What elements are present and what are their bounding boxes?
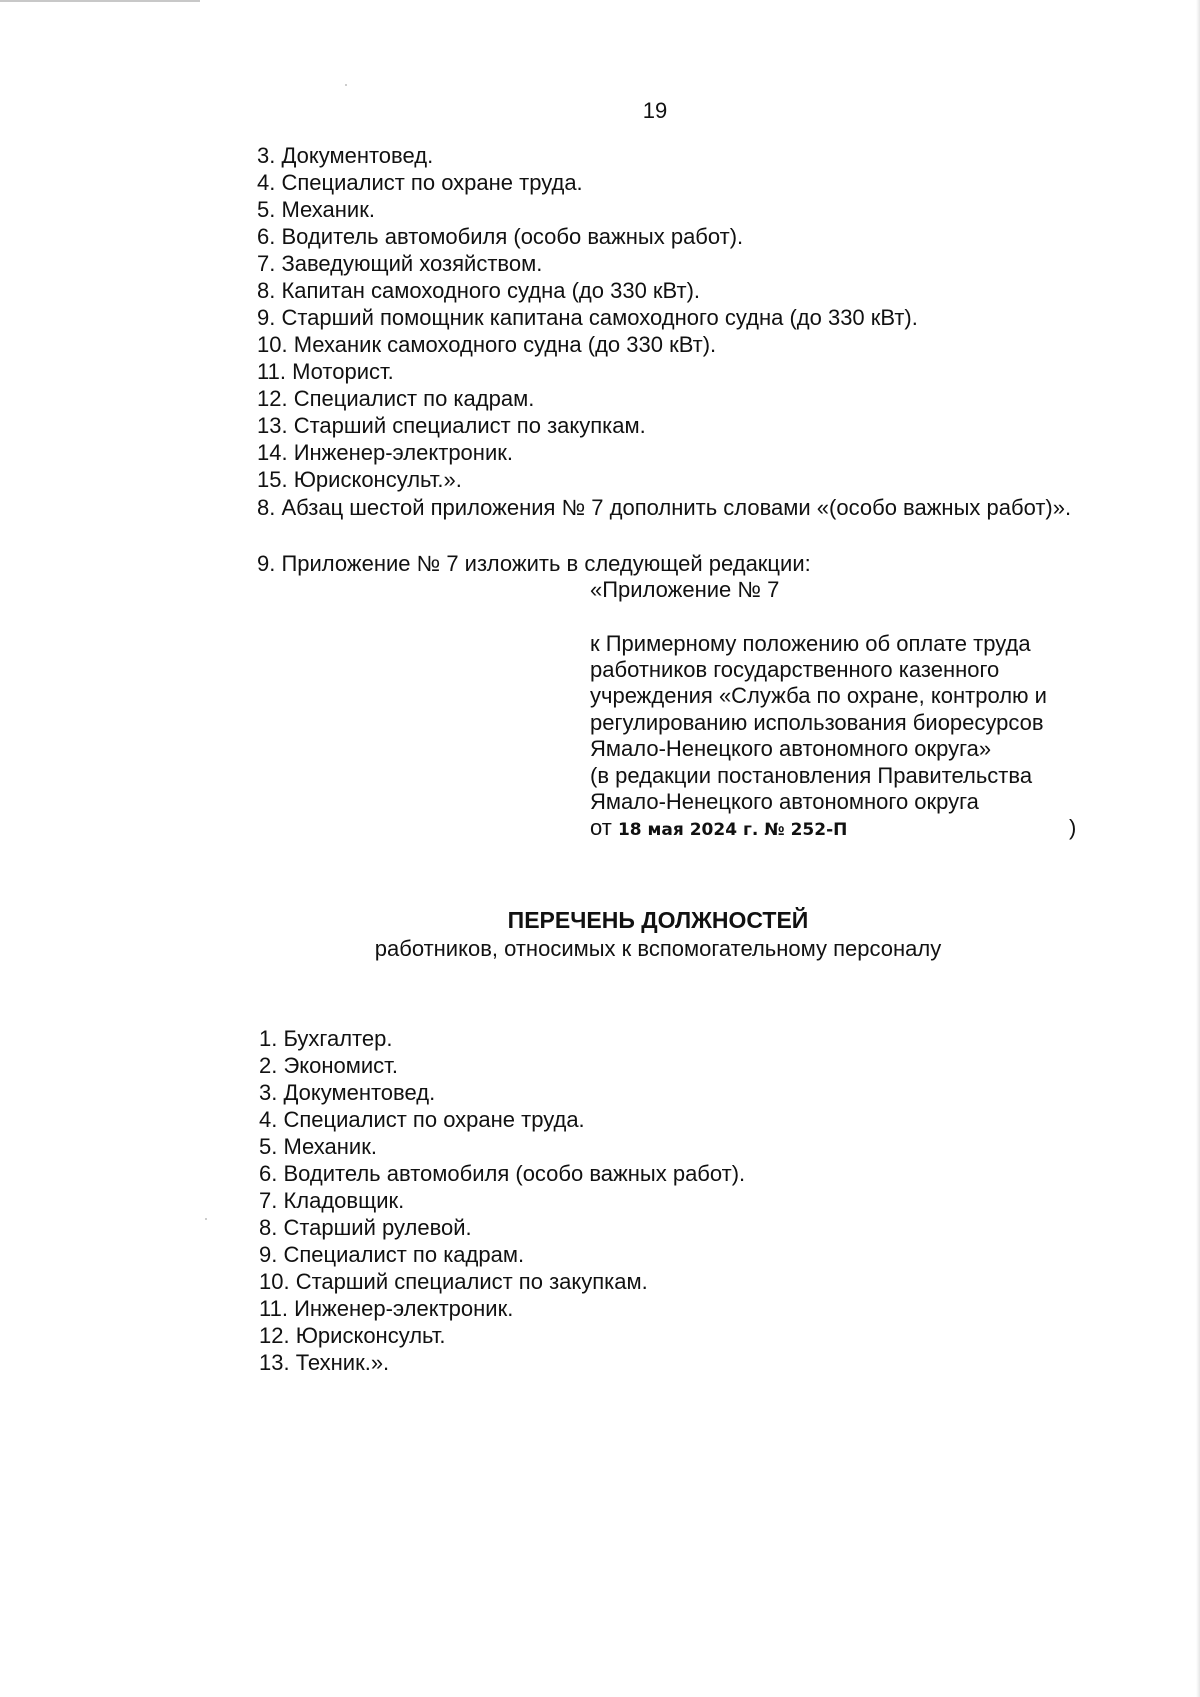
appendix-line: Ямало-Ненецкого автономного округа» — [590, 736, 992, 761]
scan-speck — [205, 1218, 207, 1220]
appendix-line: учреждения «Служба по охране, контролю и — [590, 683, 1047, 708]
scan-edge-top — [0, 0, 200, 2]
list-heading: ПЕРЕЧЕНЬ ДОЛЖНОСТЕЙ — [507, 907, 809, 933]
list-item: 10. Старший специалист по закупкам. — [259, 1269, 648, 1294]
list-item: 2. Экономист. — [259, 1053, 398, 1078]
paragraph-9: 9. Приложение № 7 изложить в следующей редакции: — [257, 551, 811, 576]
list-item: 11. Моторист. — [257, 359, 394, 384]
list-item: 4. Специалист по охране труда. — [257, 170, 583, 195]
list-item: 1. Бухгалтер. — [259, 1026, 393, 1051]
list-item: 15. Юрисконсульт.». — [257, 467, 462, 492]
scan-speck — [345, 84, 347, 86]
appendix-line: регулированию использования биоресурсов — [590, 710, 1044, 735]
list-item: 5. Механик. — [259, 1134, 377, 1159]
appendix-line: работников государственного казенного — [590, 657, 1000, 682]
date-prefix: от — [590, 815, 612, 840]
scan-edge-right — [1196, 0, 1200, 1697]
document-date-number: 18 мая 2024 г. № 252-П — [617, 820, 848, 840]
list-item: 10. Механик самоходного судна (до 330 кВт). — [257, 332, 717, 357]
list-item: 4. Специалист по охране труда. — [259, 1107, 585, 1132]
list-subheading: работников, относимых к вспомогательному персоналу — [374, 936, 942, 961]
list-item: 5. Механик. — [257, 197, 375, 222]
appendix-line: (в редакции постановления Правительства — [590, 763, 1033, 788]
appendix-line: к Примерному положению об оплате труда — [590, 631, 1031, 656]
list-item: 8. Старший рулевой. — [259, 1215, 472, 1240]
list-item: 9. Старший помощник капитана самоходного судна (до 330 кВт). — [257, 305, 918, 330]
appendix-title: «Приложение № 7 — [590, 577, 780, 602]
list-item: 3. Документовед. — [257, 143, 434, 168]
list-item: 13. Старший специалист по закупкам. — [257, 413, 646, 438]
list-item: 13. Техник.». — [259, 1350, 390, 1375]
list-item: 12. Юрисконсульт. — [259, 1323, 446, 1348]
appendix-date-line — [590, 815, 847, 844]
list-item: 6. Водитель автомобиля (особо важных работ). — [259, 1161, 746, 1186]
list-item: 14. Инженер-электроник. — [257, 440, 513, 465]
paragraph-8: 8. Абзац шестой приложения № 7 дополнить словами «(особо важных работ)». — [257, 495, 1072, 520]
list-item: 7. Кладовщик. — [259, 1188, 405, 1213]
list-item: 9. Специалист по кадрам. — [259, 1242, 525, 1267]
list-item: 3. Документовед. — [259, 1080, 436, 1105]
appendix-line: Ямало-Ненецкого автономного округа — [590, 789, 979, 814]
list-item: 8. Капитан самоходного судна (до 330 кВт). — [257, 278, 701, 303]
closing-paren: ) — [1069, 815, 1077, 840]
list-item: 7. Заведующий хозяйством. — [257, 251, 543, 276]
list-item: 11. Инженер-электроник. — [259, 1296, 514, 1321]
list-item: 6. Водитель автомобиля (особо важных работ). — [257, 224, 744, 249]
list-item: 12. Специалист по кадрам. — [257, 386, 535, 411]
page-number: 19 — [642, 98, 668, 123]
